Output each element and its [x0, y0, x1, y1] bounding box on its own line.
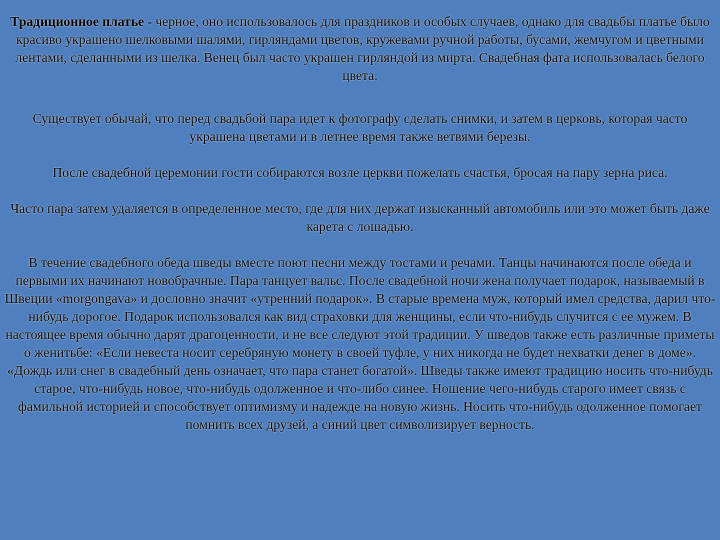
paragraph-lead-term: Традиционное платье [10, 14, 145, 29]
paragraph-rice-throwing: После свадебной церемонии гости собираются возле церкви пожелать счастья, бросая на пару зерна риса. [52, 165, 668, 180]
paragraph-car-or-carriage: Часто пара затем удаляется в определенное место, где для них держат изысканный автомобиль или это может быть даже карета с лошадью. [10, 201, 710, 234]
paragraph-photographer-custom: Существует обычай, что перед свадьбой пара идет к фотографу сделать снимки, и затем в церковь, которая часто украшена цветами и в летнее время также ветвями березы. [32, 111, 688, 144]
paragraph-wedding-dinner-and-traditions: В течение свадебного обеда шведы вместе поют песни между тостами и речами. Танцы начинаются после обеда и первыми их начинают новобрачные. Пара танцует вальс. После свадебной ночи жена получает подарок, называемый в Швеции «morgongava» и дословно значит «утренний подарок». В старые времена муж, который имел средства, дарил что-нибудь дорогое. Подарок использовался как вид страховки для женщины, если что-нибудь случится с ее мужем. В настоящее время обычно дарят драгоценности, и не все следуют этой традиции. У шведов также есть различные приметы о женитьбе: «Если невеста носит серебряную монету в своей туфле, у них никогда не будет нехватки денег в доме». «Дождь или снег в свадебный день означает, что пара станет богатой». Шведы также имеют традицию носить что-нибудь старое, что-нибудь новое, что-нибудь одолженное и что-либо синее. Ношение чего-нибудь старого имеет связь с фамильной историей и способствует оптимизму и надежде на новую жизнь. Носить что-нибудь одолженное помогает помнить всех друзей, а синий цвет символизирует верность. [4, 255, 716, 432]
paragraph-traditional-dress [4, 13, 716, 85]
paragraph-text: - черное, оно использовалось для праздников и особых случаев, однако для свадьбы платье было красиво украшено шелковыми шалями, гирляндами цветов, кружевами ручной работы, бусами, жемчугом и цветными лентами, сделанными из шелка. Венец был часто украшен гирляндой из мирта. Свадебная фата использовалась белого цвета. [15, 14, 710, 83]
